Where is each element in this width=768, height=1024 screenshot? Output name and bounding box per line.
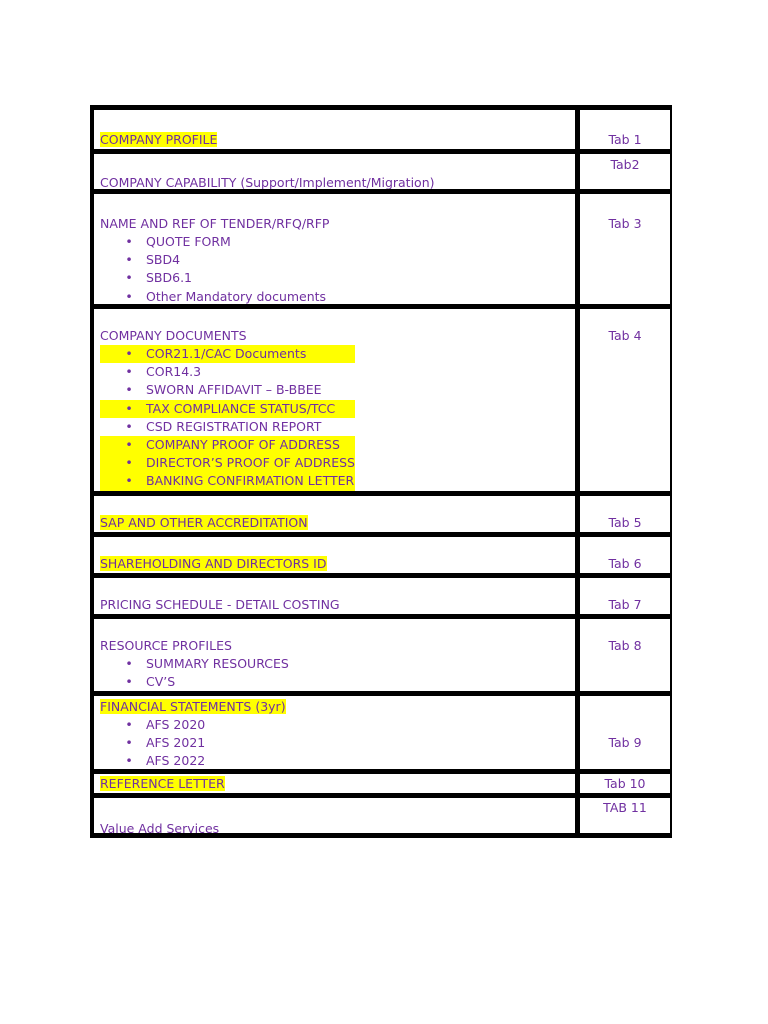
check-cell (675, 194, 756, 304)
tab-cell (580, 537, 670, 573)
tender-checklist-table (90, 105, 672, 838)
item-cell (94, 309, 575, 491)
table-row (90, 614, 672, 691)
list-item (100, 233, 326, 251)
list-item (100, 251, 326, 269)
item-cell (94, 774, 575, 793)
table-row (90, 105, 672, 149)
check-cell (675, 110, 756, 149)
tab-cell (580, 194, 670, 304)
bullet-icon: • (125, 234, 133, 249)
check-cell (675, 496, 756, 532)
bullet-icon: • (125, 674, 133, 690)
bullet-icon: • (125, 252, 133, 268)
list-item-label: SBD6.1 (146, 270, 193, 286)
bullet-icon: • (118, 472, 140, 490)
list-item-label: DIRECTOR’S PROOF OF ADDRESS (146, 455, 355, 471)
tab-label: Tab 1 (608, 132, 642, 147)
sub-item-list (100, 345, 355, 491)
item-title: REFERENCE LETTER (100, 776, 225, 791)
bullet-icon: • (125, 656, 133, 671)
bullet-icon: • (118, 400, 140, 418)
tab-cell (580, 696, 670, 769)
list-item-label: AFS 2020 (146, 717, 206, 732)
list-item-label: COR21.1/CAC Documents (146, 346, 307, 361)
list-item (100, 655, 289, 673)
item-title: COMPANY DOCUMENTS (100, 328, 247, 343)
item-cell (94, 537, 575, 573)
table-row (90, 149, 672, 189)
list-item-label: TAX COMPLIANCE STATUS/TCC (146, 400, 336, 416)
item-cell (94, 798, 575, 833)
check-cell (675, 578, 756, 614)
tab-cell (580, 619, 670, 691)
tab-cell (580, 798, 670, 833)
item-title: NAME AND REF OF TENDER/RFQ/RFP (100, 216, 330, 231)
tab-cell (580, 774, 670, 793)
bullet-icon: • (125, 270, 133, 286)
tab-label: Tab 7 (608, 597, 642, 612)
tab-label: Tab 9 (608, 735, 642, 750)
list-item-label: AFS 2022 (146, 753, 206, 769)
check-cell (675, 154, 756, 189)
tab-label: Tab2 (610, 157, 640, 172)
tab-label: Tab 5 (608, 515, 642, 530)
check-cell (675, 537, 756, 573)
table-row (90, 491, 672, 532)
item-title: Value Add Services (100, 821, 220, 833)
list-item (100, 345, 355, 363)
bullet-icon: • (125, 418, 133, 434)
table-row (90, 573, 672, 614)
list-item (100, 734, 205, 752)
table-row (90, 769, 672, 793)
tab-label: Tab 3 (608, 216, 642, 231)
sub-item-list (100, 233, 326, 304)
bullet-icon: • (118, 345, 140, 363)
item-title: FINANCIAL STATEMENTS (3yr) (100, 699, 286, 714)
table-row (90, 793, 672, 838)
table-row (90, 532, 672, 573)
tab-label: Tab 10 (604, 776, 646, 791)
item-title: SAP AND OTHER ACCREDITATION (100, 515, 308, 530)
tab-cell (580, 154, 670, 189)
tab-label: TAB 11 (603, 800, 647, 815)
list-item (100, 363, 355, 381)
bullet-icon: • (125, 288, 133, 304)
check-cell (675, 696, 756, 769)
bullet-icon: • (118, 436, 140, 454)
list-item (100, 381, 355, 399)
tab-label: Tab 8 (608, 638, 642, 653)
bullet-icon: • (125, 753, 133, 769)
item-cell (94, 496, 575, 532)
tab-label: Tab 6 (608, 556, 642, 571)
list-item (100, 418, 355, 436)
tab-cell (580, 496, 670, 532)
item-title: COMPANY PROFILE (100, 132, 218, 147)
item-cell (94, 619, 575, 691)
check-cell (675, 309, 756, 491)
list-item (100, 288, 326, 304)
list-item-label: COMPANY PROOF OF ADDRESS (146, 436, 340, 452)
list-item (100, 436, 355, 454)
item-title: COMPANY CAPABILITY (Support/Implement/Migration) (100, 175, 435, 189)
list-item-label: AFS 2021 (146, 735, 206, 751)
list-item (100, 673, 289, 691)
item-cell (94, 110, 575, 149)
check-cell (675, 619, 756, 691)
list-item-label: SWORN AFFIDAVIT – B-BBEE (146, 382, 322, 398)
bullet-icon: • (125, 735, 133, 751)
bullet-icon: • (125, 382, 133, 398)
sub-item-list (100, 716, 205, 769)
bullet-icon: • (125, 717, 133, 732)
item-title: PRICING SCHEDULE - DETAIL COSTING (100, 597, 340, 612)
list-item-label: BANKING CONFIRMATION LETTER (146, 473, 355, 489)
check-cell (675, 774, 756, 793)
list-item (100, 400, 355, 418)
list-item (100, 752, 205, 769)
tab-cell (580, 309, 670, 491)
list-item-label: COR14.3 (146, 364, 202, 380)
list-item-label: CSD REGISTRATION REPORT (146, 418, 322, 434)
table-row (90, 691, 672, 769)
check-cell (675, 798, 756, 833)
sub-item-list (100, 655, 289, 691)
tab-cell (580, 578, 670, 614)
item-cell (94, 194, 575, 304)
list-item (100, 454, 355, 472)
item-cell (94, 696, 575, 769)
bullet-icon: • (125, 364, 133, 380)
list-item-label: SBD4 (146, 252, 181, 268)
table-row (90, 189, 672, 304)
list-item-label: Other Mandatory documents (146, 288, 327, 304)
list-item-label: QUOTE FORM (146, 234, 231, 249)
item-cell (94, 578, 575, 614)
item-title: SHAREHOLDING AND DIRECTORS ID (100, 556, 327, 571)
item-cell (94, 154, 575, 189)
item-title: RESOURCE PROFILES (100, 638, 232, 653)
list-item (100, 716, 205, 734)
list-item-label: SUMMARY RESOURCES (146, 656, 289, 671)
tab-label: Tab 4 (608, 328, 642, 343)
tab-cell (580, 110, 670, 149)
table-row (90, 304, 672, 491)
list-item (100, 269, 326, 287)
list-item (100, 472, 355, 490)
list-item-label: CV’S (146, 674, 176, 690)
bullet-icon: • (118, 454, 140, 472)
